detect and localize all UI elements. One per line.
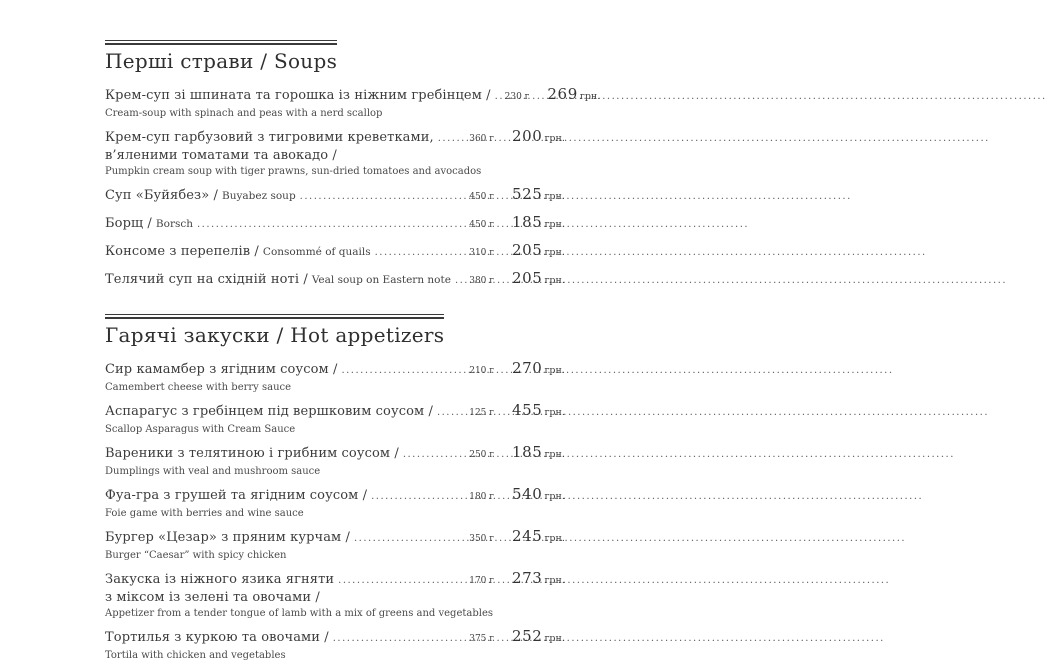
item-description: Pumpkin cream soup with tiger prawns, sun-dried tomatoes and avocados — [105, 166, 482, 177]
price-currency: грн. — [544, 219, 565, 230]
menu-item — [105, 401, 564, 436]
item-name: Бургер «Цезар» з пряним курчам / — [105, 530, 350, 545]
item-price — [512, 569, 564, 589]
price-currency: грн. — [544, 575, 565, 586]
item-weight: 450 г — [469, 220, 494, 230]
dot-leader — [341, 359, 465, 379]
dot-leader — [354, 527, 465, 547]
item-weight: 380 г — [469, 276, 494, 286]
section-header — [105, 314, 444, 348]
item-weight: 210 г — [469, 366, 494, 376]
price-currency: грн. — [544, 449, 565, 460]
item-price — [547, 85, 599, 105]
item-price — [512, 401, 564, 421]
dot-leader — [197, 213, 465, 233]
price-value: 269 — [547, 85, 578, 103]
menu-item — [105, 213, 564, 234]
item-name-line2: з міксом із зелені та овочами / — [105, 590, 320, 605]
item-description: Foie game with berries and wine sauce — [105, 508, 304, 519]
item-price — [512, 627, 564, 647]
menu-item — [105, 269, 564, 290]
price-currency: грн. — [544, 275, 565, 286]
section-header — [105, 40, 337, 74]
price-currency: грн. — [544, 407, 565, 418]
menu-item — [105, 127, 564, 178]
item-price — [512, 185, 564, 205]
section-hot-appetizers — [105, 314, 564, 662]
menu-item — [105, 185, 564, 206]
item-weight: 310 г — [469, 248, 494, 258]
price-currency: грн. — [544, 633, 565, 644]
item-description: Tortila with chicken and vegetables — [105, 650, 286, 661]
item-price — [512, 241, 564, 261]
menu-item — [105, 85, 601, 120]
menu-item — [105, 485, 564, 520]
item-name: Закуска із ніжного язика ягняти — [105, 572, 335, 587]
menu-item — [105, 627, 564, 662]
item-name: Аспарагус з гребінцем під вершковим соусом / — [105, 404, 433, 419]
item-name: Суп «Буйябез» / — [105, 188, 218, 203]
dot-leader — [338, 569, 465, 589]
dot-leader — [437, 401, 465, 421]
item-price — [512, 269, 564, 289]
section-title: Гарячі закуски / Hot appetizers — [105, 323, 445, 347]
dot-leader — [300, 185, 466, 205]
item-name: Тортилья з куркою та овочами / — [105, 630, 329, 645]
item-description: Dumplings with veal and mushroom sauce — [105, 466, 321, 477]
dot-leader — [375, 241, 466, 261]
item-weight: 180 г — [469, 492, 494, 502]
price-value: 270 — [512, 359, 543, 377]
menu-item — [105, 569, 564, 620]
item-price — [512, 127, 564, 147]
menu-item — [105, 527, 564, 562]
dot-leader — [495, 85, 501, 105]
price-value: 205 — [512, 269, 543, 287]
price-currency: грн. — [544, 491, 565, 502]
price-currency: грн. — [544, 533, 565, 544]
item-weight: 360 г — [469, 134, 494, 144]
price-currency: грн. — [544, 133, 565, 144]
item-name: Фуа-гра з грушей та ягідним соусом / — [105, 488, 368, 503]
price-currency: грн. — [544, 191, 565, 202]
dot-leader — [438, 127, 466, 147]
item-name: Вареники з телятиною і грибним соусом / — [105, 446, 399, 461]
dot-leader — [371, 485, 465, 505]
item-name-english: Buyabez soup — [222, 190, 296, 202]
price-value: 525 — [512, 185, 543, 203]
item-price — [512, 213, 564, 233]
price-value: 252 — [512, 627, 543, 645]
item-weight: 350 г — [469, 534, 494, 544]
menu-item — [105, 443, 564, 478]
price-value: 185 — [512, 443, 543, 461]
item-name-english: Veal soup on Eastern note — [311, 274, 451, 286]
section-items — [105, 85, 601, 290]
item-price — [512, 485, 564, 505]
item-price — [512, 527, 564, 547]
item-name-english: Consommé of quails — [262, 246, 371, 258]
price-value: 205 — [512, 241, 543, 259]
item-weight: 170 г — [469, 576, 494, 586]
item-name: Консоме з перепелів / — [105, 244, 259, 259]
dot-leader — [403, 443, 465, 463]
item-name-english: Borsch — [155, 218, 193, 230]
price-value: 185 — [512, 213, 543, 231]
item-description: Burger “Caesar” with spicy chicken — [105, 550, 287, 561]
section-items — [105, 359, 564, 662]
item-name: Телячий суп на східній ноті / — [105, 272, 308, 287]
price-value: 245 — [512, 527, 543, 545]
item-name: Сир камамбер з ягідним соусом / — [105, 362, 338, 377]
section-title: Перші страви / Soups — [105, 49, 338, 73]
price-value: 200 — [512, 127, 543, 145]
item-name: Борщ / — [105, 216, 152, 231]
section-soups — [105, 40, 601, 290]
menu-item — [105, 241, 564, 262]
item-weight: 450 г — [469, 192, 494, 202]
section-rule — [105, 40, 337, 45]
price-currency: грн. — [544, 247, 565, 258]
dot-leader — [455, 269, 465, 289]
item-weight: 125 г — [469, 408, 494, 418]
item-name: Крем-суп гарбузовий з тигровими креветками, — [105, 130, 434, 145]
item-weight: 375 г — [469, 634, 494, 644]
price-value: 455 — [512, 401, 543, 419]
dot-leader — [333, 627, 465, 647]
item-name: Крем-суп зі шпината та горошка із ніжним гребінцем / — [105, 88, 491, 103]
price-value: 540 — [512, 485, 543, 503]
menu-item — [105, 359, 564, 394]
price-currency: грн. — [579, 91, 601, 102]
item-weight: 230 г — [504, 92, 530, 102]
price-currency: грн. — [544, 365, 565, 376]
item-description: Camembert cheese with berry sauce — [105, 382, 292, 393]
price-value: 273 — [512, 569, 543, 587]
item-price — [512, 443, 564, 463]
item-price — [512, 359, 564, 379]
item-name-line2: в’яленими томатами та авокадо / — [105, 148, 337, 163]
item-weight: 250 г — [469, 450, 494, 460]
item-description: Cream-soup with spinach and peas with a nerd scallop — [105, 108, 383, 119]
item-description: Scallop Asparagus with Cream Sauce — [105, 424, 296, 435]
section-rule — [105, 314, 444, 319]
item-description: Appetizer from a tender tongue of lamb with a mix of greens and vegetables — [105, 608, 494, 619]
